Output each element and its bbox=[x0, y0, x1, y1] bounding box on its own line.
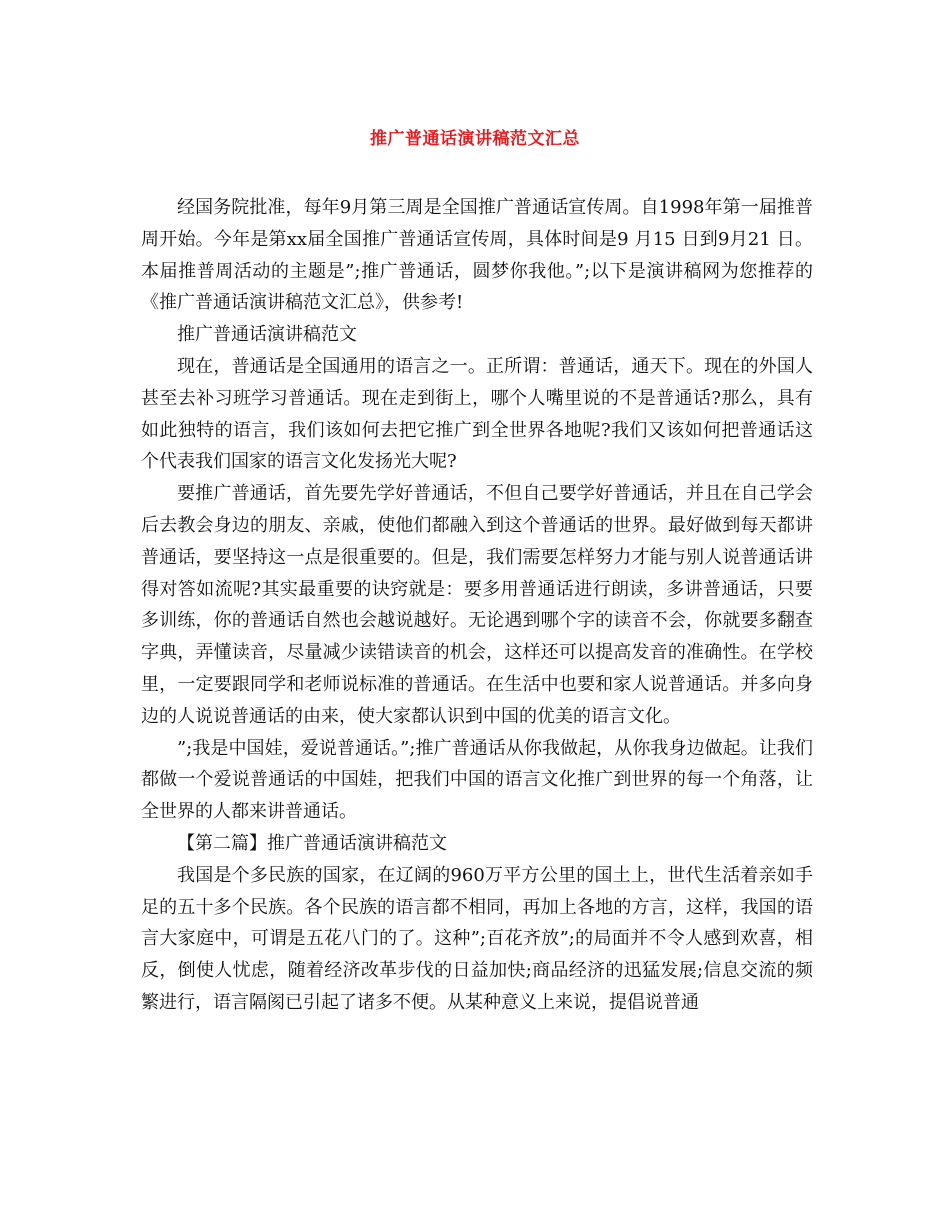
section-heading-first: 推广普通话演讲稿范文 bbox=[177, 324, 357, 346]
paragraph: 我国是个多民族的国家，在辽阔的960万平方公里的国土上，世代生活着亲如手足的五十多个民族。各个民族的语言都不相同，再加上各地的方言，这样，我国的语言大家庭中，可谓是五花八门的了。这种”;百花齐放”;的局面并不令人感到欢喜，相反，倒使人忧虑，随着经济改革步伐的日益加快;商品经济的迅猛发展;信息交流的频繁进行，语言隔阂已引起了诸多不便。从某种意义上来说，提倡说普通 bbox=[141, 864, 814, 1013]
section-heading-second: 【第二篇】推广普通话演讲稿范文 bbox=[177, 832, 447, 854]
paragraph: 现在，普通话是全国通用的语言之一。正所谓：普通话，通天下。现在的外国人甚至去补习班学习普通话。现在走到街上，哪个人嘴里说的不是普通话?那么，具有如此独特的语言，我们该如何去把它推广到全世界各地呢?我们又该如何把普通话这个代表我们国家的语言文化发扬光大呢? bbox=[141, 355, 813, 473]
paragraph: 要推广普通话，首先要先学好普通话，不但自己要学好普通话，并且在自己学会后去教会身边的朋友、亲戚，使他们都融入到这个普通话的世界。最好做到每天都讲普通话，要坚持这一点是很重要的。但是，我们需要怎样努力才能与别人说普通话讲得对答如流呢?其实最重要的诀窍就是：要多用普通话进行朗读，多讲普通话，只要多训练，你的普通话自然也会越说越好。无论遇到哪个字的读音不会，你就要多翻查字典，弄懂读音，尽量减少读错读音的机会，这样还可以提高发音的准确性。在学校里，一定要跟同学和老师说标准的普通话。在生活中也要和家人说普通话。并多向身边的人说说普通话的由来，使大家都认识到中国的优美的语言文化。 bbox=[141, 483, 813, 727]
paragraph-intro: 经国务院批准，每年9月第三周是全国推广普通话宣传周。自1998年第一届推普周开始。今年是第xx届全国推广普通话宣传周，具体时间是9 月15 日到9月21 日。本届推普周活动的主题是”;推广普通话，圆梦你我他。”;以下是演讲稿网为您推荐的《推广普通话演讲稿范文汇总》，供参考! bbox=[141, 197, 813, 314]
document-body bbox=[141, 192, 813, 1019]
paragraph: ”;我是中国娃，爱说普通话。”;推广普通话从你我做起，从你我身边做起。让我们都做一个爱说普通话的中国娃，把我们中国的语言文化推广到世界的每一个角落，让全世界的人都来讲普通话。 bbox=[141, 737, 813, 823]
page-title: 推广普通话演讲稿范文汇总 bbox=[370, 129, 580, 149]
